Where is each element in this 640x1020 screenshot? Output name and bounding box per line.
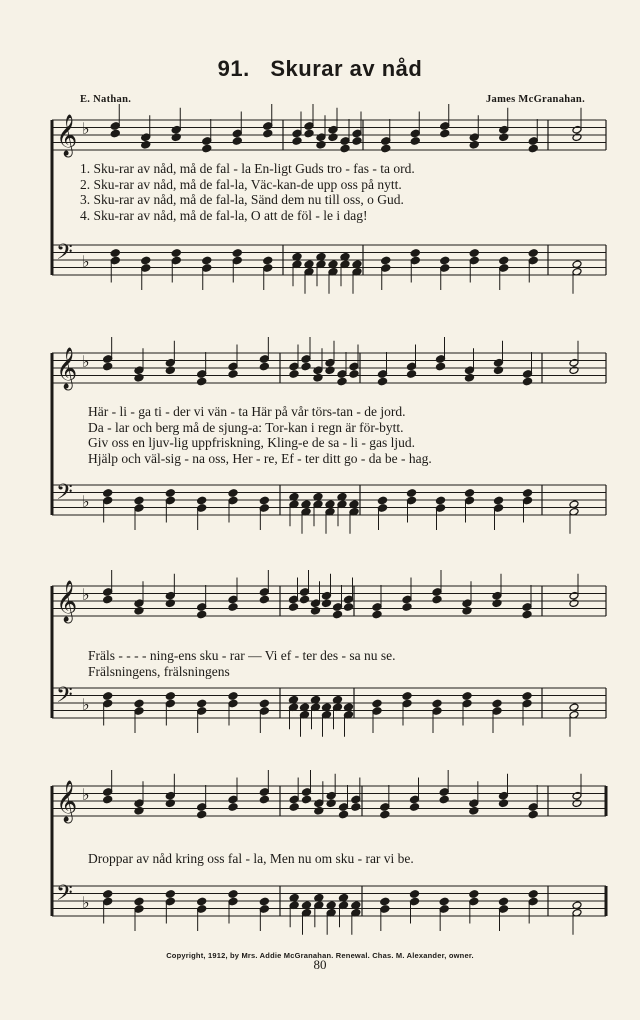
note-head (499, 256, 509, 265)
note-head (110, 249, 120, 258)
note-head (528, 890, 538, 899)
note-head (165, 897, 175, 906)
note-head (333, 603, 343, 612)
composer-credit: James McGranahan. (485, 94, 585, 105)
note-head (410, 256, 420, 265)
note-head (407, 370, 417, 379)
note-head (263, 256, 273, 265)
note-head (202, 137, 212, 146)
note-head (462, 699, 472, 708)
note-head (197, 810, 207, 819)
note-head (381, 137, 391, 146)
note-head (380, 905, 390, 914)
note-head (302, 788, 312, 797)
note-head (134, 504, 144, 513)
lyric-line: Giv oss en ljuv-lig uppfriskning, Kling-e de sa - li - gas ljud. (88, 435, 415, 450)
note-head (103, 795, 113, 804)
note-head (263, 122, 273, 131)
note-head (289, 362, 299, 371)
note-head (289, 603, 299, 612)
note-head (494, 358, 504, 367)
note-head (103, 595, 113, 604)
note-head (381, 256, 391, 265)
note-head (569, 358, 579, 367)
note-head (197, 377, 207, 386)
note-head (228, 370, 238, 379)
hymn-title-text: Skurar av nåd (270, 56, 423, 81)
note-head (410, 137, 420, 146)
lyric-line: Da - lar och berg må de sjung-a: Tor-kan i regn är för-bytt. (88, 419, 404, 435)
note-head (528, 810, 538, 819)
note-head (492, 707, 502, 716)
note-head (259, 588, 269, 597)
note-head (469, 890, 479, 899)
note-head (228, 489, 238, 498)
note-head (197, 897, 207, 906)
note-head (378, 370, 388, 379)
note-head (499, 264, 509, 273)
note-head (259, 897, 269, 906)
note-head (134, 799, 144, 808)
note-head (165, 599, 175, 608)
note-head (523, 496, 533, 505)
note-head (440, 256, 450, 265)
note-head (232, 137, 242, 146)
note-head (134, 707, 144, 716)
page-number: 80 (313, 957, 327, 972)
note-head (326, 799, 336, 808)
note-head (436, 496, 446, 505)
note-head (232, 249, 242, 258)
note-head (301, 362, 311, 371)
note-head (469, 806, 479, 815)
flat-sign-icon: ♭ (82, 119, 90, 138)
flat-sign-icon: ♭ (82, 252, 90, 271)
note-head (381, 144, 391, 153)
note-head (381, 264, 391, 273)
note-head (322, 599, 332, 608)
note-head (197, 610, 207, 619)
note-head (402, 595, 412, 604)
note-head (197, 504, 207, 513)
note-head (469, 897, 479, 906)
note-head (300, 588, 310, 597)
note-head (259, 595, 269, 604)
note-head (202, 144, 212, 153)
note-head (197, 496, 207, 505)
flat-sign-icon: ♭ (82, 492, 90, 511)
note-head (572, 125, 582, 134)
note-head (372, 603, 382, 612)
note-head (316, 133, 326, 142)
note-head (259, 795, 269, 804)
note-head (103, 489, 113, 498)
lyric-line: Fräls - - - - ning-ens sku - rar — Vi ef - ter des - sa nu se. (88, 648, 396, 663)
bass-clef-icon: 𝄢 (56, 480, 73, 510)
note-head (410, 795, 420, 804)
note-head (228, 803, 238, 812)
note-head (165, 791, 175, 800)
note-head (528, 249, 538, 258)
note-head (492, 599, 502, 608)
note-head (465, 489, 475, 498)
note-head (469, 256, 479, 265)
note-head (522, 692, 532, 701)
note-head (228, 699, 238, 708)
note-head (197, 707, 207, 716)
note-head (333, 610, 343, 619)
note-head (380, 803, 390, 812)
note-head (410, 249, 420, 258)
note-head (322, 591, 332, 600)
note-head (569, 366, 579, 375)
note-head (465, 366, 475, 375)
note-head (351, 803, 361, 812)
note-head (289, 595, 299, 604)
treble-clef-icon: 𝄞 (56, 348, 78, 389)
bass-clef-icon: 𝄢 (56, 683, 73, 713)
note-head (522, 603, 532, 612)
note-head (314, 799, 324, 808)
note-head (304, 122, 314, 131)
note-head (407, 489, 417, 498)
note-head (439, 788, 449, 797)
note-head (165, 890, 175, 899)
note-head (372, 707, 382, 716)
note-head (171, 125, 181, 134)
note-head (344, 595, 354, 604)
lyrics-system-3 (88, 648, 588, 679)
note-head (259, 362, 269, 371)
note-head (165, 799, 175, 808)
treble-clef-icon: 𝄞 (56, 115, 78, 156)
note-head (325, 358, 335, 367)
note-head (171, 256, 181, 265)
note-head (494, 496, 504, 505)
note-head (134, 496, 144, 505)
note-head (134, 606, 144, 615)
note-head (165, 591, 175, 600)
note-head (378, 504, 388, 513)
note-head (302, 795, 312, 804)
note-head (410, 129, 420, 138)
note-head (103, 897, 113, 906)
note-head (523, 489, 533, 498)
note-head (197, 699, 207, 708)
note-head (103, 788, 113, 797)
note-head (340, 144, 350, 153)
note-head (402, 692, 412, 701)
note-head (439, 905, 449, 914)
note-head (110, 122, 120, 131)
note-head (171, 249, 181, 258)
note-head (141, 133, 151, 142)
note-head (304, 129, 314, 138)
note-head (289, 795, 299, 804)
note-head (572, 133, 582, 142)
note-head (462, 599, 472, 608)
note-head (292, 137, 302, 146)
note-head (165, 692, 175, 701)
note-head (522, 699, 532, 708)
note-head (499, 799, 509, 808)
lyric-line: Frälsningens, frälsningens (88, 663, 230, 679)
note-head (349, 370, 359, 379)
note-head (569, 591, 579, 600)
note-head (440, 264, 450, 273)
hymn-number: 91. (217, 56, 250, 81)
note-head (259, 699, 269, 708)
note-head (263, 129, 273, 138)
author-credit: E. Nathan. (80, 94, 132, 105)
note-head (263, 264, 273, 273)
note-head (134, 366, 144, 375)
note-head (410, 897, 420, 906)
note-head (141, 264, 151, 273)
note-head (572, 791, 582, 800)
note-head (134, 599, 144, 608)
note-head (110, 256, 120, 265)
lyric-line: Droppar av nåd kring oss fal - la, Men nu om sku - rar vi be. (88, 851, 414, 866)
note-head (165, 699, 175, 708)
note-head (134, 897, 144, 906)
note-head (301, 355, 311, 364)
lyric-line: 2. Sku-rar av nåd, må de fal-la, Väc-kan-de upp oss på nytt. (80, 176, 402, 192)
note-head (469, 249, 479, 258)
note-head (492, 699, 502, 708)
note-head (325, 366, 335, 375)
note-head (432, 588, 442, 597)
note-head (197, 905, 207, 914)
note-head (402, 699, 412, 708)
copyright-notice: Copyright, 1912, by Mrs. Addie McGranahan. Renewal. Chas. M. Alexander, owner. (166, 951, 474, 960)
note-head (289, 803, 299, 812)
note-head (492, 591, 502, 600)
flat-sign-icon: ♭ (82, 352, 90, 371)
note-head (103, 496, 113, 505)
note-head (328, 133, 338, 142)
note-head (228, 595, 238, 604)
note-head (352, 137, 362, 146)
note-head (569, 599, 579, 608)
note-head (259, 707, 269, 716)
note-head (344, 603, 354, 612)
treble-clef-icon: 𝄞 (56, 581, 78, 622)
note-head (103, 890, 113, 899)
note-head (410, 803, 420, 812)
note-head (494, 366, 504, 375)
note-head (499, 905, 509, 914)
note-head (572, 799, 582, 808)
note-head (469, 133, 479, 142)
note-head (439, 897, 449, 906)
note-head (197, 803, 207, 812)
note-head (289, 370, 299, 379)
note-head (337, 370, 347, 379)
flat-sign-icon: ♭ (82, 785, 90, 804)
note-head (259, 496, 269, 505)
note-head (432, 595, 442, 604)
note-head (528, 803, 538, 812)
note-head (522, 610, 532, 619)
note-head (103, 588, 113, 597)
note-head (197, 603, 207, 612)
note-head (171, 133, 181, 142)
note-head (523, 370, 533, 379)
note-head (432, 707, 442, 716)
note-head (316, 140, 326, 149)
note-head (523, 377, 533, 386)
note-head (432, 699, 442, 708)
note-head (407, 496, 417, 505)
note-head (134, 905, 144, 914)
note-head (462, 606, 472, 615)
note-head (326, 791, 336, 800)
note-head (165, 358, 175, 367)
note-head (349, 362, 359, 371)
note-head (232, 129, 242, 138)
note-head (499, 897, 509, 906)
note-head (228, 362, 238, 371)
note-head (380, 897, 390, 906)
note-head (352, 129, 362, 138)
note-head (103, 692, 113, 701)
lyric-line: Här - li - ga ti - der vi vän - ta Här på vår törs-tan - de jord. (88, 404, 406, 419)
note-head (165, 496, 175, 505)
note-head (378, 496, 388, 505)
note-head (378, 377, 388, 386)
note-head (314, 806, 324, 815)
lyric-line: 1. Sku-rar av nåd, må de fal - la En-ligt Guds tro - fas - ta ord. (80, 161, 415, 176)
note-head (499, 791, 509, 800)
flat-sign-icon: ♭ (82, 893, 90, 912)
note-head (300, 595, 310, 604)
note-head (259, 355, 269, 364)
note-head (462, 692, 472, 701)
note-head (228, 692, 238, 701)
note-head (494, 504, 504, 513)
flat-sign-icon: ♭ (82, 695, 90, 714)
note-head (202, 264, 212, 273)
note-head (103, 355, 113, 364)
note-head (407, 362, 417, 371)
note-head (440, 129, 450, 138)
note-head (141, 140, 151, 149)
note-head (469, 799, 479, 808)
note-head (311, 599, 321, 608)
note-head (337, 377, 347, 386)
note-head (103, 699, 113, 708)
note-head (228, 795, 238, 804)
note-head (528, 137, 538, 146)
note-head (228, 890, 238, 899)
note-head (339, 803, 349, 812)
note-head (436, 362, 446, 371)
note-head (328, 125, 338, 134)
note-head (340, 137, 350, 146)
note-head (134, 806, 144, 815)
note-head (259, 504, 269, 513)
note-head (499, 133, 509, 142)
note-head (436, 504, 446, 513)
note-head (134, 699, 144, 708)
note-head (440, 122, 450, 131)
lyric-line: 3. Sku-rar av nåd, må de fal-la, Sänd dem nu till oss, o Gud. (80, 192, 404, 207)
note-head (228, 496, 238, 505)
note-head (372, 699, 382, 708)
note-head (528, 897, 538, 906)
lyrics-system-2 (88, 404, 588, 466)
note-head (134, 373, 144, 382)
bass-clef-icon: 𝄢 (56, 240, 73, 270)
note-head (232, 256, 242, 265)
note-head (410, 890, 420, 899)
flat-sign-icon: ♭ (82, 585, 90, 604)
note-head (339, 810, 349, 819)
note-head (165, 366, 175, 375)
note-head (528, 256, 538, 265)
note-head (436, 355, 446, 364)
note-head (351, 795, 361, 804)
note-head (197, 370, 207, 379)
lyrics-system-4 (88, 851, 588, 867)
note-head (259, 788, 269, 797)
note-head (165, 489, 175, 498)
bass-clef-icon: 𝄢 (56, 881, 73, 911)
note-head (202, 256, 212, 265)
note-head (528, 144, 538, 153)
note-head (110, 129, 120, 138)
lyric-line: 4. Sku-rar av nåd, må de fal-la, O att de föl - le i dag! (80, 207, 368, 223)
note-head (402, 603, 412, 612)
note-head (313, 366, 323, 375)
note-head (228, 897, 238, 906)
note-head (313, 373, 323, 382)
lyric-line: Hjälp och väl-sig - na oss, Her - re, Ef - ter ditt go - da be - hag. (88, 450, 432, 466)
hymn-title (0, 56, 640, 82)
note-head (292, 129, 302, 138)
note-head (380, 810, 390, 819)
note-head (465, 496, 475, 505)
note-head (103, 362, 113, 371)
note-head (141, 256, 151, 265)
lyrics-system-1 (80, 161, 580, 223)
note-head (469, 140, 479, 149)
note-head (228, 603, 238, 612)
note-head (499, 125, 509, 134)
note-head (439, 795, 449, 804)
note-head (311, 606, 321, 615)
note-head (465, 373, 475, 382)
note-head (372, 610, 382, 619)
treble-clef-icon: 𝄞 (56, 781, 78, 822)
note-head (259, 905, 269, 914)
